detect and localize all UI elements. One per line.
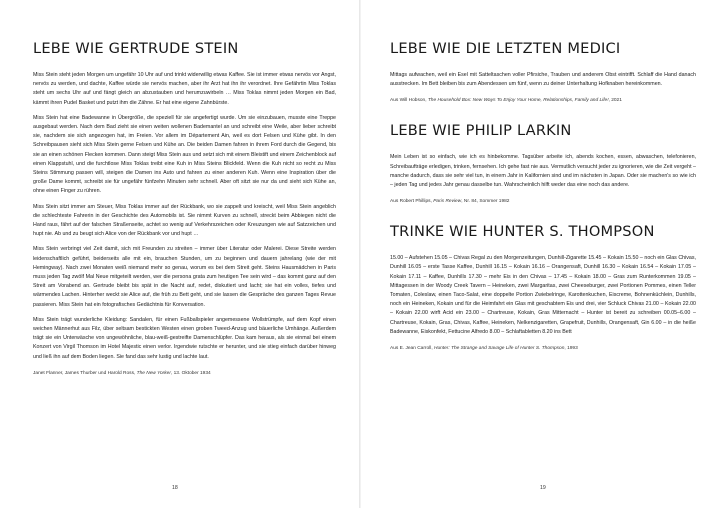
- heading-larkin: LEBE WIE PHILIP LARKIN: [390, 122, 572, 140]
- heading-thompson: TRINKE WIE HUNTER S. THOMPSON: [390, 223, 655, 241]
- section-medici: [390, 40, 696, 105]
- source-date: , Nr. 84, Sommer 1982: [461, 199, 510, 205]
- page-number: 19: [540, 485, 546, 491]
- paragraph: Miss Stein hat eine Badewanne in Übergröße, die speziell für sie angefertigt wurde. Um sie einzubauen, musste eine Treppe ausgebaut werden. Nach dem Bad zieht sie einen weiten wollenen Bademantel an und schreibt eine Weile, aber lieber schreibt sie, nachdem sie sich angezogen hat, im Freien. Vor allem im Département Ain, weil es dort Felsen und Kühe gibt. In den Schreibpausen sieht sich Miss Stein gerne Felsen und Kühe an. Die beiden Damen fahren in ihrem Ford durch die Gegend, bis sie an einen schönen Flecken kommen. Dann steigt Miss Stein aus und setzt sich mit einem Bleistift und einem Zeichenblock auf einen Klappstuhl, und die furchtlose Miss Toklas treibt eine Kuh in Miss Steins Blickfeld. Wenn die Kuh nicht so recht zu Miss Steins Stimmung passen will, steigen die Damen ins Auto und fahren zu einer anderen Kuh. Wenn eine Inspiration über die große Dame kommt, schreibt sie für ungefähr fünfzehn Minuten sehr schnell. Aber oft sitzt sie nur da und sieht sich Kühe an, ohne einen Finger zu rühren.: [33, 114, 336, 195]
- source-title: The New Yorker: [136, 370, 171, 376]
- source-authors: Janet Flanner, James Thurber und Harold Ross,: [33, 370, 137, 376]
- source-citation: [390, 345, 696, 353]
- section-thompson: [390, 223, 696, 353]
- source-authors: Aus E. Jean Carroll,: [390, 346, 434, 352]
- page-number: 18: [172, 485, 178, 491]
- right-page: [360, 0, 720, 508]
- heading-medici: LEBE WIE DIE LETZTEN MEDICI: [390, 40, 621, 57]
- source-authors: Aus Robert Phillips,: [390, 199, 434, 205]
- source-title: The Household Box: New Ways To Enjoy Your Home, Relationships, Family and Life!: [427, 98, 609, 104]
- source-title: Hunter: The Strange and Savage Life of Hunter S. Thompson: [434, 346, 565, 352]
- source-date: , 1993: [564, 346, 578, 352]
- source-citation: [33, 370, 336, 378]
- paragraph: Mittags aufwachen, weil ein Esel mit Satteltaschen voller Pfirsiche, Trauben und anderem Obst eintrifft. Schlaff die Hand danach ausstrecken. Im Bett bleiben bis zum Abendessen um fünf, wenn zu deiner Unterhaltung Hofknaben hereinkommen.: [390, 72, 696, 88]
- paragraph: Miss Stein steht jeden Morgen um ungefähr 10 Uhr auf und trinkt widerwillig etwas Kaffee. Sie ist immer etwas nervös vor Angst, nervös zu werden, und dachte, Kaffee würde sie nervös machen, aber ihr Arzt hat ihn ihr verordnet. Ihre Gefährtin Miss Toklas steht um sechs Uhr auf und fängt gleich an abzustauben und herumzuwirbeln … Miss Toklas nimmt jeden Morgen ein Bad, kämmt ihren Pudel Basket und putzt ihm die Zähne. Er hat eine eigene Zahnbürste.: [33, 72, 336, 106]
- source-citation: [390, 97, 696, 105]
- paragraph: Miss Stein trägt wunderliche Kleidung: Sandalen, für einen Fußballspieler angemessene Wollstrümpfe, auf dem Kopf einen weichen Männerhut aus Filz, über seltsam bestickten Westen einen groben Tweed-Anzug und bäuerliche Umhänge. Außerdem trägt sie ein Unterwäsche von ungewöhnliche, blau-weiß-gestreifte Damenschlüpfer. Das kam heraus, als sie einmal bei einem Konzert von Virgil Thomson im Hotel Majestic einen verlor. Irgendwie rutschte er herunter, und sie stieg einfach darüber hinweg und ließ ihn auf dem Boden liegen. Sie fand das sehr lustig und lachte laut.: [33, 316, 336, 360]
- paragraph: Miss Stein verbringt viel Zeit damit, sich mit Freunden zu streiten – immer über Literatur oder Malerei. Diese Streite werden leidenschaftlich geführt, beiderseits alle mit ein, brauchen Stunden, um zu beginnen und dauern jahrelang (wie der mit Hemingway). Nach zwei Monaten weiß niemand mehr so genau, worum es bei dem Streit geht. Steins Hausmädchen in Paris muss jeden Tag zwölf Mal Neue mitgeteilt werden, wer die persona grata zum heutigen Tee sein wird – das kommt ganz auf den Streit am Vorabend an. Gertrude bleibt bis spät in die Nacht auf, redet, diskutiert und lacht; sie hat ein volles, tiefes und wärmendes Lachen. Hinterher weckt sie Alice auf, die früh zu Bett geht, und sie lassen die Gespräche des ganzen Tages Revue passieren. Miss Stein hat ein fotografisches Gedächtnis für Konversation.: [33, 246, 336, 308]
- heading-gertrude-stein: LEBE WIE GERTRUDE STEIN: [33, 40, 239, 57]
- source-authors: Aus Will Hobson,: [390, 98, 428, 104]
- source-citation: [390, 198, 696, 206]
- source-date: , 2021: [608, 98, 622, 104]
- source-date: , 13. Oktober 1934: [170, 370, 211, 376]
- paragraph: 15.00 – Aufstehen 15.05 – Chivas Regal zu den Morgenzeitungen, Dunhill-Zigarette 15.45 – Kokain 15.50 – noch ein Glas Chivas, Dunhill 16.05 – erste Tasse Kaffee, Dunhill 16.15 – Kokain 16.16 – Orangensaft, Dunhill 16.30 – Kokain 16.54 – Kokain 17.05 – Kokain 17.11 – Kaffee, Dunhills 17.30 – mehr Eis in den Chivas – 17.45 – Kokain 18.00 – Gras zum Runterkommen 19.05 – Mittagessen in der Woody Creek Tavern – Heineken, zwei Margaritas, zwei Cheeseburger, zwei Portionen Pommes, einen Teller Tomaten, Coleslaw, einen Taco-Salat, eine doppelte Portion Zwiebelringe, Karottenkuchen, Eiscreme, Bohnenküchlein, Dunhills, noch ein Heineken, Kokain und für die Heimfahrt ein Glas mit geschabtem Eis und drei, vier Schluck Chivas 21.00 – Kokain 22.00 – Kokain 22.00 wirft Acid ein 23.00 – Chartreuse, Kokain, Gras Mitternacht – Hunter ist bereit zu schreiben 00.05–6.00 – Chartreuse, Kokain, Gras, Chivas, Kaffee, Heineken, Nelkenzigaretten, Grapefruit, Dunhills, Orangensaft, Gin 6.00 – in die heiße Badewanne, Eiskonfekt, Fettucine Alfredo 8.00 – Schlaftabletten 8.20 ins Bett: [390, 255, 696, 335]
- source-title: Paris Review: [433, 199, 462, 205]
- paragraph: Mein Leben ist so einfach, wie ich es hinbekomme. Tagsüber arbeite ich, abends kochen, essen, abwaschen, telefonieren, Schreibaufträge erledigen, trinken, fernsehen. Ich gehe fast nie aus. Vermutlich versucht jeder zu ignorieren, wie die Zeit vergeht – manche dadurch, dass sie sehr viel tun, in einem Jahr in Kalifornien sind und im nächsten in Japan. Oder sie machen's so wie ich – jeden Tag und jedes Jahr genau dasselbe tun. Wahrscheinlich hilft weder das eine noch das andere.: [390, 154, 696, 189]
- paragraph: Miss Stein sitzt immer am Steuer, Miss Toklas immer auf der Rückbank, wo sie zappelt und kreischt, weil Miss Stein angeblich die schlechteste Fahrerin in der Geschichte des Automobils ist. Sie nimmt Kurven zu schnell, streckt beim Abbiegen nicht die Hand raus, fährt auf der falschen Straßenseite, achtet so wenig auf Verkehrszeichen oder Kreuzungen wie auf Satzzeichen und hupt nie. Ab und zu beugt sich Alice von der Rückbank vor und hupt …: [33, 203, 336, 238]
- section-larkin: [390, 122, 696, 206]
